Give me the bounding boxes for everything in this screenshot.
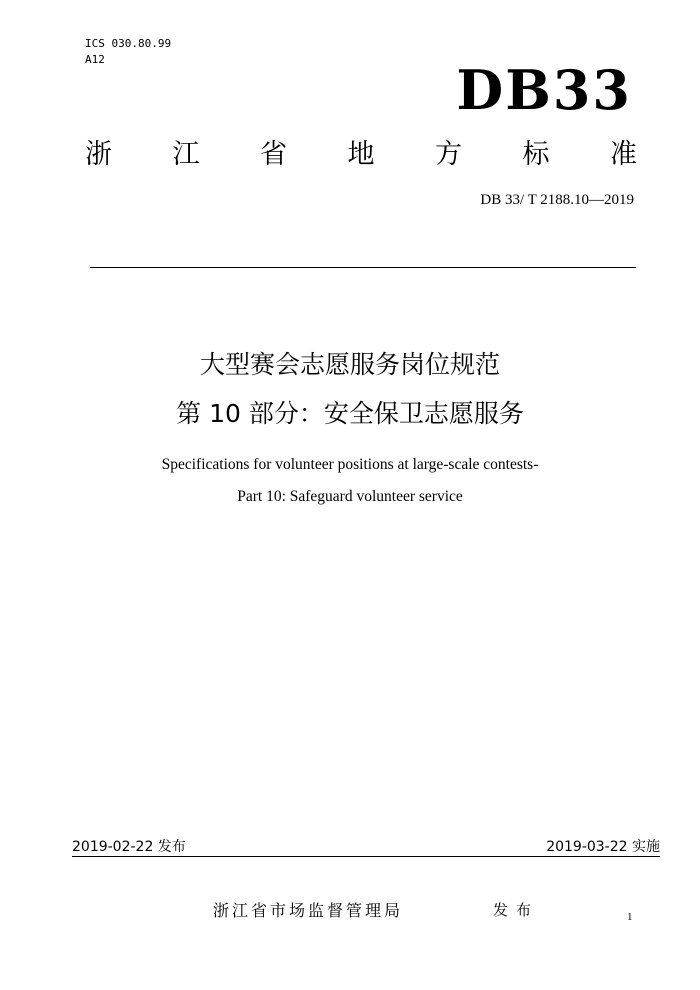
standard-type-char: 准 — [610, 139, 637, 170]
header-divider — [90, 267, 636, 268]
standard-number: DB 33/ T 2188.10—2019 — [480, 192, 634, 208]
implementation-date: 2019-03-22 实施 — [546, 839, 660, 855]
standard-type-char: 省 — [260, 139, 287, 170]
standard-type-char: 地 — [347, 139, 375, 170]
title-en-line2: Part 10: Safeguard volunteer service — [237, 488, 463, 505]
page-number: 1 — [627, 911, 633, 923]
publish-label: 发布 — [493, 901, 540, 919]
issuing-authority: 浙江省市场监督管理局 — [213, 901, 404, 920]
standard-type-char: 浙 — [85, 139, 112, 170]
standard-type-char: 标 — [522, 139, 550, 170]
title-cn-line2: 第 10 部分：安全保卫志愿服务 — [176, 399, 524, 428]
standard-type — [85, 138, 637, 172]
title-en-line1: Specifications for volunteer positions at large-scale contests- — [161, 456, 539, 473]
ccs-code: A12 — [85, 53, 105, 66]
issue-date: 2019-02-22 发布 — [72, 839, 186, 855]
footer-divider — [72, 856, 660, 857]
ics-code: ICS 030.80.99 — [85, 37, 172, 50]
standard-type-char: 方 — [435, 139, 462, 170]
db-code: DB33 — [456, 58, 632, 122]
title-cn-line1: 大型赛会志愿服务岗位规范 — [199, 350, 500, 379]
standard-type-char: 江 — [172, 139, 200, 170]
